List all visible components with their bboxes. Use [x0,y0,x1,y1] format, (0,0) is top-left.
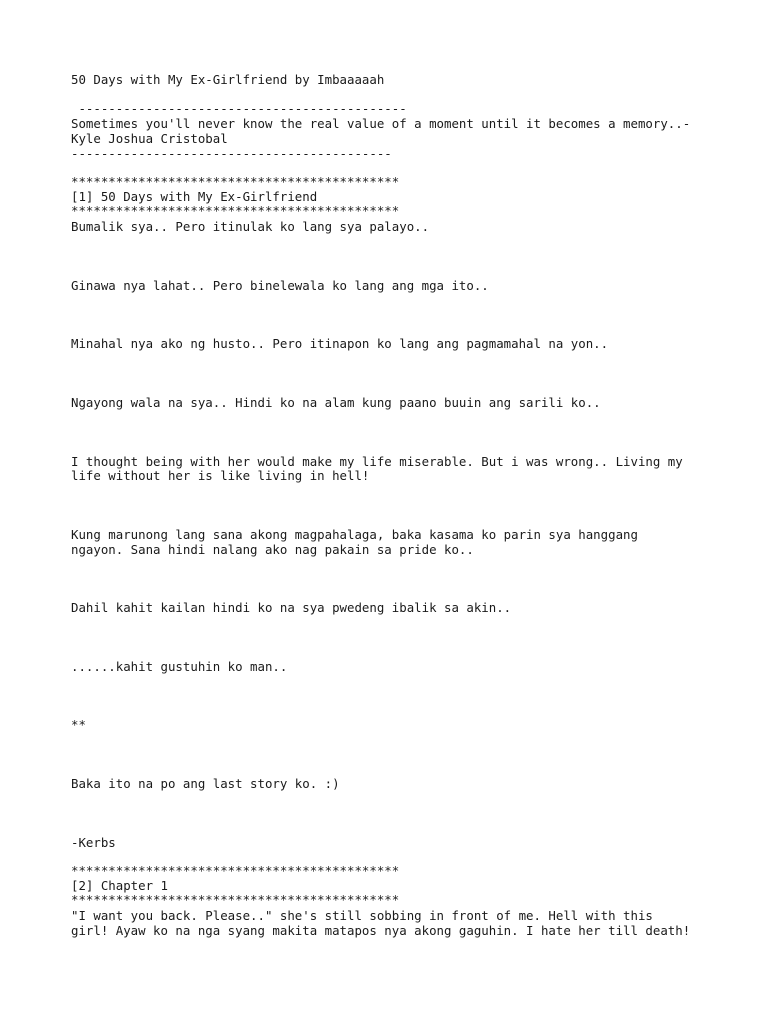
paragraph: Ngayong wala na sya.. Hindi ko na alam kung paano buuin ang sarili ko.. [71,395,601,410]
paragraph: Baka ito na po ang last story ko. :) [71,776,340,791]
paragraph: life without her is like living in hell! [71,468,370,483]
divider-top: -------------------------------------------- [71,101,407,116]
document-title: 50 Days with My Ex-Girlfriend by Imbaaaaah [71,72,385,87]
paragraph: Bumalik sya.. Pero itinulak ko lang sya palayo.. [71,219,430,234]
author-signature: -Kerbs [71,835,116,850]
chapter-heading: [2] Chapter 1 [71,878,168,893]
scene-break: ** [71,717,86,732]
paragraph: ngayon. Sana hindi nalang ako nag pakain sa pride ko.. [71,542,474,557]
paragraph: "I want you back. Please.." she's still sobbing in front of me. Hell with this [71,908,653,923]
paragraph: girl! Ayaw ko na nga syang makita matapos nya akong gaguhin. I hate her till death! [71,923,691,938]
chapter-stars-top: ******************************************** [71,174,400,189]
paragraph: ......kahit gustuhin ko man.. [71,659,288,674]
chapter-stars-bottom: ******************************************** [71,203,400,218]
chapter-heading: [1] 50 Days with My Ex-Girlfriend [71,189,318,204]
paragraph: Dahil kahit kailan hindi ko na sya pwedeng ibalik sa akin.. [71,600,512,615]
quote-author: Kyle Joshua Cristobal [71,131,228,146]
chapter-stars-top: ******************************************** [71,863,400,878]
paragraph: I thought being with her would make my life miserable. But i was wrong.. Living my [71,454,683,469]
paragraph: Kung marunong lang sana akong magpahalaga, baka kasama ko parin sya hanggang [71,527,638,542]
chapter-stars-bottom: ******************************************** [71,892,400,907]
quote-line: Sometimes you'll never know the real value of a moment until it becomes a memory..- [71,116,691,131]
divider-bottom: ------------------------------------------- [71,146,392,161]
paragraph: Minahal nya ako ng husto.. Pero itinapon ko lang ang pagmamahal na yon.. [71,336,609,351]
paragraph: Ginawa nya lahat.. Pero binelewala ko lang ang mga ito.. [71,278,489,293]
